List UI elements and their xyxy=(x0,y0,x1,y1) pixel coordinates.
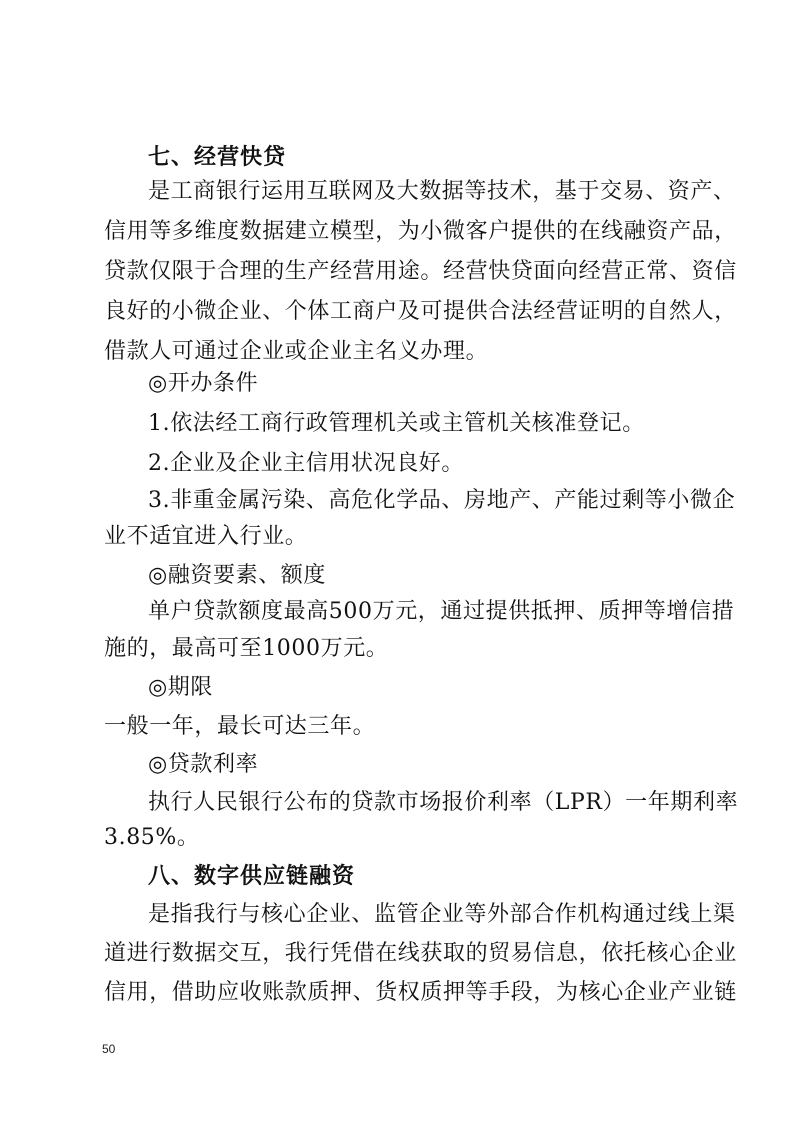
condition-item-continued: 业不适宜进入行业。 xyxy=(104,524,308,549)
paragraph-line: 信用，借助应收账款质押、货权质押等手段，为核心企业产业链 xyxy=(104,980,737,1005)
paragraph-line: 贷款仅限于合理的生产经营用途。经营快贷面向经营正常、资信 xyxy=(104,259,737,284)
page-number: 50 xyxy=(102,1042,116,1056)
paragraph-line: 道进行数据交互，我行凭借在线获取的贸易信息，依托核心企业 xyxy=(104,941,737,966)
subheading-term: ◎期限 xyxy=(148,675,213,700)
paragraph-line: 执行人民银行公布的贷款市场报价利率（LPR）一年期利率 xyxy=(148,790,739,815)
paragraph-line: 是工商银行运用互联网及大数据等技术，基于交易、资产、 xyxy=(148,179,736,204)
paragraph-line: 信用等多维度数据建立模型，为小微客户提供的在线融资产品， xyxy=(104,219,737,244)
condition-item: 1.依法经工商行政管理机关或主管机关核准登记。 xyxy=(148,411,645,436)
paragraph-line: 施的，最高可至1000万元。 xyxy=(104,636,389,661)
section-heading-operating-quick-loan: 七、经营快贷 xyxy=(148,145,287,170)
paragraph-line: 良好的小微企业、个体工商户及可提供合法经营证明的自然人， xyxy=(104,299,737,324)
paragraph-line: 一般一年，最长可达三年。 xyxy=(104,714,376,739)
subheading-amount: ◎融资要素、额度 xyxy=(148,563,326,588)
paragraph-line: 3.85%。 xyxy=(104,825,200,850)
subheading-conditions: ◎开办条件 xyxy=(148,371,259,396)
condition-item: 2.企业及企业主信用状况良好。 xyxy=(148,451,464,476)
condition-item: 3.非重金属污染、高危化学品、房地产、产能过剩等小微企 xyxy=(148,488,736,513)
section-heading-digital-supply-chain: 八、数字供应链融资 xyxy=(148,864,356,889)
paragraph-line: 是指我行与核心企业、监管企业等外部合作机构通过线上渠 xyxy=(148,902,736,927)
paragraph-line: 单户贷款额度最高500万元，通过提供抵押、质押等增信措 xyxy=(148,599,735,624)
paragraph-line: 借款人可通过企业或企业主名义办理。 xyxy=(104,339,489,364)
subheading-rate: ◎贷款利率 xyxy=(148,752,259,777)
